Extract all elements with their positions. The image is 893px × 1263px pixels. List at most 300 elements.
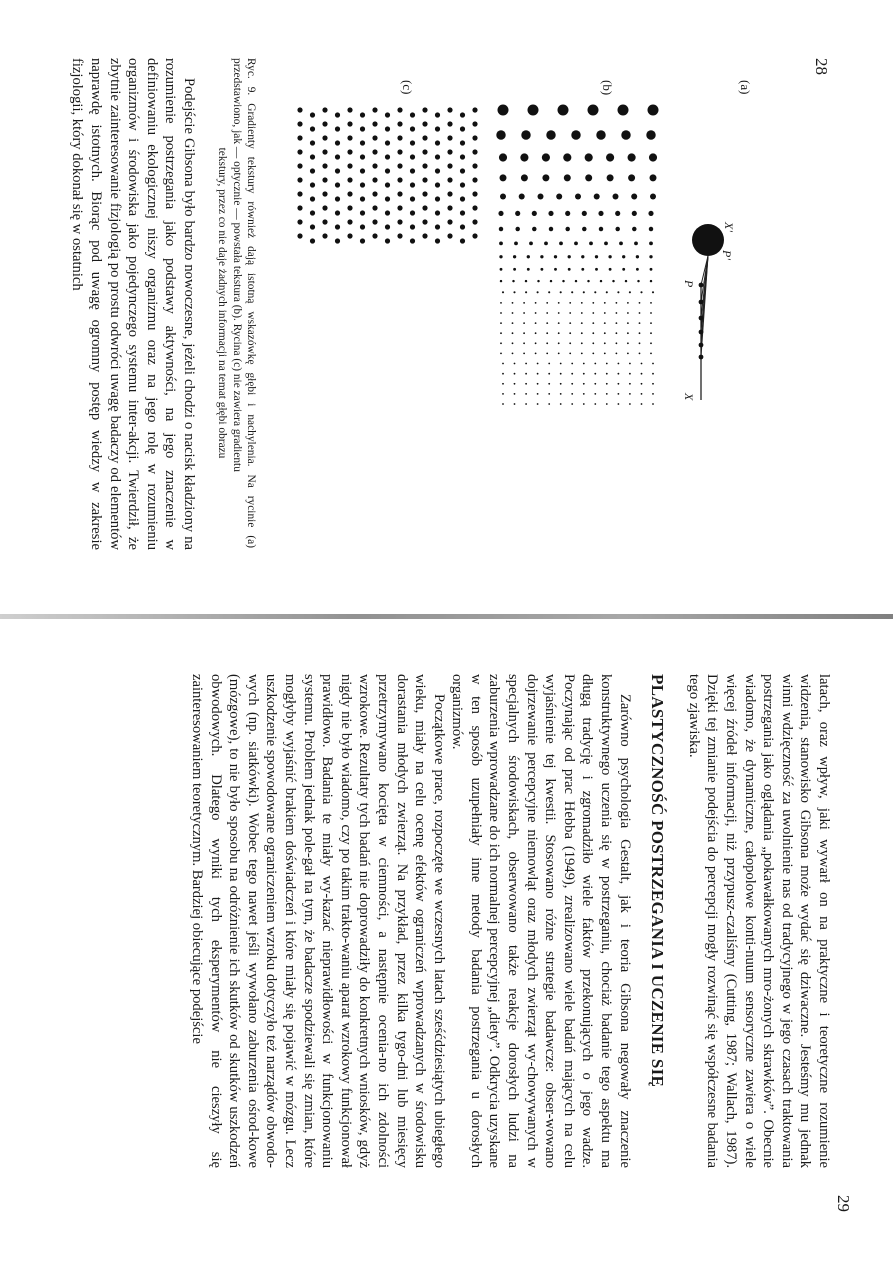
uniform-dot xyxy=(372,205,377,210)
texture-dot xyxy=(523,322,525,324)
texture-dot xyxy=(612,193,618,199)
texture-dot xyxy=(569,312,571,314)
uniform-dot xyxy=(447,163,452,168)
texture-dot xyxy=(502,373,504,375)
texture-dot xyxy=(652,373,654,375)
texture-dot xyxy=(627,342,629,344)
uniform-dot xyxy=(472,219,477,224)
texture-dot xyxy=(648,105,659,116)
texture-dot xyxy=(606,403,608,405)
label-p-prime: P' xyxy=(720,250,734,260)
uniform-dot xyxy=(297,233,302,238)
texture-dot xyxy=(568,268,571,271)
uniform-dot xyxy=(310,224,315,229)
texture-dot xyxy=(608,255,611,258)
texture-dot xyxy=(641,393,643,395)
label-c: (c) xyxy=(400,80,415,95)
uniform-dot xyxy=(297,149,302,154)
texture-dot xyxy=(498,211,503,216)
texture-dot xyxy=(587,280,589,282)
uniform-dot xyxy=(422,149,427,154)
texture-dot xyxy=(532,211,537,216)
texture-dot xyxy=(581,332,583,334)
gutter-line xyxy=(0,614,893,619)
texture-dot xyxy=(629,291,631,293)
texture-dot xyxy=(648,211,653,216)
texture-dot xyxy=(502,363,504,365)
texture-dot xyxy=(548,373,550,375)
page-29 xyxy=(0,622,893,1263)
uniform-dot xyxy=(360,154,365,159)
texture-dot xyxy=(604,332,606,334)
texture-dot xyxy=(639,342,641,344)
uniform-dot xyxy=(372,107,377,112)
texture-dot xyxy=(598,211,603,216)
texture-dot xyxy=(502,291,504,293)
texture-dot xyxy=(560,393,562,395)
uniform-dot xyxy=(322,107,327,112)
uniform-dot xyxy=(460,238,465,243)
uniform-dot xyxy=(460,182,465,187)
uniform-dot xyxy=(297,177,302,182)
texture-dot xyxy=(560,291,562,293)
texture-dot xyxy=(594,193,600,199)
texture-dot xyxy=(527,255,530,258)
uniform-dot xyxy=(322,163,327,168)
texture-dot xyxy=(639,332,641,334)
uniform-dot xyxy=(372,177,377,182)
paragraph-1: Zarówno psychologia Gestalt, jak i teoria Gibsona negowały znaczenie konstruktywnego uczenia się w postrzeganiu, chociaż badanie tego aspektu ma długą tradycję i zgromadziło wiele faktów przekonujących o jego wadze. Poczynając od prac Hebba (1949), zrealizowano wiele badań mających na celu wyjaśnienie tej kwestii. Stosowano różne strategie badawcze: obser-wowano dojrzewanie percepcyjne niemowląt oraz młodych zwierząt wy-chowywanych w specjalnych środowiskach, obserwowano także reakcje dorosłych ludzi na zaburzenia wprowadzane do ich normalnej percepcyjnej „diety”. Odkrycia uzyskane w ten sposób uzupełniały inne metody badania postrzegania u dorosłych organizmów. xyxy=(449,674,633,1168)
uniform-dot xyxy=(360,210,365,215)
texture-dot xyxy=(560,403,562,405)
uniform-dot xyxy=(410,224,415,229)
uniform-dot xyxy=(372,233,377,238)
texture-dot xyxy=(569,353,571,355)
uniform-dot xyxy=(310,210,315,215)
uniform-dot xyxy=(410,238,415,243)
uniform-dot xyxy=(435,140,440,145)
texture-dot xyxy=(500,353,502,355)
texture-dot xyxy=(558,312,560,314)
texture-dot xyxy=(500,193,506,199)
uniform-dot xyxy=(310,126,315,131)
texture-dot xyxy=(581,255,584,258)
uniform-dot xyxy=(472,149,477,154)
uniform-dot xyxy=(347,233,352,238)
texture-dot xyxy=(594,291,596,293)
uniform-dot xyxy=(422,219,427,224)
texture-dot xyxy=(650,302,652,304)
uniform-dot xyxy=(335,126,340,131)
texture-dot xyxy=(581,322,583,324)
texture-dot xyxy=(604,312,606,314)
uniform-dot xyxy=(447,135,452,140)
texture-dot xyxy=(652,291,654,293)
texture-dot xyxy=(639,302,641,304)
uniform-dot xyxy=(310,154,315,159)
uniform-dot xyxy=(410,168,415,173)
texture-dot xyxy=(512,302,514,304)
texture-dot xyxy=(515,211,520,216)
texture-dot xyxy=(500,322,502,324)
texture-dot xyxy=(652,363,654,365)
texture-dot xyxy=(639,322,641,324)
uniform-dot xyxy=(322,177,327,182)
texture-dot xyxy=(514,403,516,405)
uniform-dot xyxy=(335,154,340,159)
texture-dot xyxy=(525,291,527,293)
texture-dot xyxy=(546,342,548,344)
texture-dot xyxy=(650,332,652,334)
uniform-dot xyxy=(347,149,352,154)
uniform-dot xyxy=(447,233,452,238)
label-x-prime: X' xyxy=(722,222,736,232)
texture-dot xyxy=(627,302,629,304)
uniform-dot xyxy=(372,163,377,168)
texture-dot xyxy=(542,153,550,161)
texture-dot xyxy=(582,211,587,216)
texture-dot xyxy=(512,332,514,334)
uniform-dot xyxy=(385,154,390,159)
texture-dot xyxy=(500,342,502,344)
texture-dot xyxy=(571,393,573,395)
texture-dot xyxy=(618,383,620,385)
section-heading: PLASTYCZNOŚĆ POSTRZEGANIA I UCZENIE SIĘ xyxy=(648,674,668,1088)
texture-dot xyxy=(558,322,560,324)
texture-dot xyxy=(592,312,594,314)
uniform-dot xyxy=(297,191,302,196)
texture-dot xyxy=(532,227,536,231)
texture-dot xyxy=(604,302,606,304)
uniform-dot xyxy=(372,135,377,140)
texture-dot xyxy=(606,153,614,161)
texture-dot xyxy=(632,211,637,216)
texture-dot xyxy=(622,255,625,258)
texture-dot xyxy=(523,332,525,334)
label-p: P xyxy=(682,280,696,288)
texture-dot xyxy=(535,342,537,344)
caption-last-line: tekstury, przez co nie daje żadnych informacji na temat głębi obrazu xyxy=(216,147,229,459)
texture-dot xyxy=(606,383,608,385)
texture-dot xyxy=(514,393,516,395)
texture-dot xyxy=(649,255,652,258)
texture-dot xyxy=(548,363,550,365)
texture-dot xyxy=(560,363,562,365)
uniform-dot xyxy=(472,191,477,196)
texture-dot xyxy=(652,383,654,385)
texture-dot xyxy=(618,373,620,375)
caption-main: Ryc. 9. Gradienty tekstury również dają istotną wskazówkę głębi i nachylenia. Na rycinie (a) przedstawiono, jak — optycznie — powstała tekstura (b). Rycina (c) nie zawiera gradientu xyxy=(230,58,257,548)
uniform-dot xyxy=(385,182,390,187)
texture-dot xyxy=(604,241,608,245)
texture-dot xyxy=(604,322,606,324)
uniform-dot xyxy=(347,219,352,224)
texture-dot xyxy=(650,312,652,314)
texture-dot xyxy=(542,174,549,181)
uniform-dot xyxy=(447,219,452,224)
uniform-dot xyxy=(435,238,440,243)
uniform-dot xyxy=(372,219,377,224)
uniform-dot xyxy=(435,154,440,159)
texture-dot xyxy=(606,373,608,375)
uniform-dot xyxy=(435,112,440,117)
texture-dot xyxy=(549,227,553,231)
texture-dot xyxy=(525,363,527,365)
texture-dot xyxy=(583,383,585,385)
texture-dot xyxy=(627,332,629,334)
texture-dot xyxy=(585,174,592,181)
uniform-dot xyxy=(460,168,465,173)
texture-dot xyxy=(500,312,502,314)
uniform-dot xyxy=(410,210,415,215)
uniform-dot xyxy=(460,210,465,215)
texture-dot xyxy=(646,130,655,139)
texture-dot xyxy=(562,280,564,282)
uniform-dot xyxy=(447,121,452,126)
texture-dot xyxy=(499,241,503,245)
figure-9 xyxy=(243,70,803,540)
uniform-dot xyxy=(335,112,340,117)
texture-dot xyxy=(513,268,516,271)
texture-dot xyxy=(634,241,638,245)
uniform-dot xyxy=(372,191,377,196)
texture-dot xyxy=(574,241,578,245)
uniform-dot xyxy=(335,224,340,229)
texture-dot xyxy=(650,174,657,181)
texture-dot xyxy=(594,383,596,385)
texture-dot xyxy=(650,280,652,282)
figure-c-uniform-texture xyxy=(297,107,477,243)
texture-dot xyxy=(529,241,533,245)
texture-dot xyxy=(525,280,527,282)
texture-dot xyxy=(514,363,516,365)
texture-dot xyxy=(548,211,553,216)
texture-dot xyxy=(640,291,642,293)
texture-dot xyxy=(641,383,643,385)
texture-dot xyxy=(581,312,583,314)
uniform-dot xyxy=(410,112,415,117)
texture-dot xyxy=(595,268,598,271)
texture-dot xyxy=(558,342,560,344)
texture-dot xyxy=(546,353,548,355)
texture-dot xyxy=(571,383,573,385)
texture-dot xyxy=(525,383,527,385)
texture-dot xyxy=(649,227,653,231)
uniform-dot xyxy=(347,205,352,210)
uniform-dot xyxy=(335,168,340,173)
uniform-dot xyxy=(422,135,427,140)
texture-dot xyxy=(639,312,641,314)
uniform-dot xyxy=(385,196,390,201)
texture-dot xyxy=(500,302,502,304)
texture-dot xyxy=(513,291,515,293)
texture-dot xyxy=(535,322,537,324)
texture-dot xyxy=(514,373,516,375)
texture-dot xyxy=(612,280,614,282)
texture-dot xyxy=(537,291,539,293)
texture-dot xyxy=(515,227,519,231)
uniform-dot xyxy=(297,121,302,126)
texture-dot xyxy=(650,342,652,344)
uniform-dot xyxy=(447,177,452,182)
texture-dot xyxy=(512,353,514,355)
uniform-dot xyxy=(422,121,427,126)
texture-dot xyxy=(594,393,596,395)
texture-dot xyxy=(592,332,594,334)
texture-dot xyxy=(588,105,599,116)
texture-dot xyxy=(592,322,594,324)
texture-dot xyxy=(558,105,569,116)
texture-dot xyxy=(616,353,618,355)
texture-dot xyxy=(548,393,550,395)
texture-dot xyxy=(502,383,504,385)
uniform-dot xyxy=(360,238,365,243)
label-a: (a) xyxy=(738,80,753,95)
uniform-dot xyxy=(310,168,315,173)
texture-dot xyxy=(571,373,573,375)
texture-dot xyxy=(629,403,631,405)
texture-dot xyxy=(583,291,585,293)
texture-dot xyxy=(514,241,518,245)
texture-dot xyxy=(527,268,530,271)
texture-dot xyxy=(628,174,635,181)
uniform-dot xyxy=(422,205,427,210)
uniform-dot xyxy=(397,191,402,196)
uniform-dot xyxy=(372,121,377,126)
uniform-dot xyxy=(297,205,302,210)
texture-dot xyxy=(525,373,527,375)
uniform-dot xyxy=(397,107,402,112)
texture-dot xyxy=(592,342,594,344)
texture-dot xyxy=(615,211,620,216)
uniform-dot xyxy=(335,182,340,187)
texture-dot xyxy=(569,332,571,334)
uniform-dot xyxy=(435,168,440,173)
texture-dot xyxy=(565,227,569,231)
texture-dot xyxy=(618,393,620,395)
texture-dot xyxy=(650,268,653,271)
texture-dot xyxy=(554,268,557,271)
uniform-dot xyxy=(397,233,402,238)
uniform-dot xyxy=(460,154,465,159)
texture-dot xyxy=(521,174,528,181)
uniform-dot xyxy=(360,112,365,117)
texture-dot xyxy=(498,105,509,116)
uniform-dot xyxy=(322,205,327,210)
uniform-dot xyxy=(297,219,302,224)
texture-dot xyxy=(631,193,637,199)
texture-dot xyxy=(550,280,552,282)
texture-dot xyxy=(594,363,596,365)
uniform-dot xyxy=(397,205,402,210)
texture-dot xyxy=(650,353,652,355)
texture-dot xyxy=(548,291,550,293)
texture-dot xyxy=(649,241,653,245)
uniform-dot xyxy=(372,149,377,154)
uniform-dot xyxy=(310,238,315,243)
texture-dot xyxy=(618,105,629,116)
texture-dot xyxy=(583,393,585,395)
uniform-dot xyxy=(472,177,477,182)
uniform-dot xyxy=(322,135,327,140)
texture-dot xyxy=(525,393,527,395)
texture-dot xyxy=(554,255,557,258)
uniform-dot xyxy=(410,196,415,201)
uniform-dot xyxy=(385,140,390,145)
uniform-dot xyxy=(322,219,327,224)
uniform-dot xyxy=(385,168,390,173)
texture-dot xyxy=(621,130,630,139)
texture-dot xyxy=(512,280,514,282)
label-x: X xyxy=(682,393,696,401)
texture-dot xyxy=(571,403,573,405)
texture-dot xyxy=(556,193,562,199)
texture-dot xyxy=(615,227,619,231)
texture-dot xyxy=(589,241,593,245)
texture-dot xyxy=(537,403,539,405)
uniform-dot xyxy=(422,107,427,112)
uniform-dot xyxy=(447,191,452,196)
uniform-dot xyxy=(360,168,365,173)
uniform-dot xyxy=(422,177,427,182)
uniform-dot xyxy=(385,210,390,215)
texture-dot xyxy=(629,393,631,395)
uniform-dot xyxy=(297,107,302,112)
texture-dot xyxy=(581,302,583,304)
texture-dot xyxy=(575,193,581,199)
texture-dot xyxy=(627,312,629,314)
uniform-dot xyxy=(310,196,315,201)
texture-dot xyxy=(618,363,620,365)
uniform-dot xyxy=(385,238,390,243)
texture-dot xyxy=(537,373,539,375)
texture-dot xyxy=(616,342,618,344)
texture-dot xyxy=(499,227,503,231)
uniform-dot xyxy=(397,149,402,154)
texture-dot xyxy=(544,241,548,245)
texture-dot xyxy=(559,241,563,245)
texture-dot xyxy=(600,280,602,282)
uniform-dot xyxy=(410,154,415,159)
texture-dot xyxy=(520,153,528,161)
uniform-dot xyxy=(385,126,390,131)
uniform-dot xyxy=(397,219,402,224)
paragraph-gibson: Podejście Gibsona było bardzo nowoczesne, jeżeli chodzi o nacisk kładziony na rozumienie postrzegania jako podstawy aktywności, na jego znaczenie w definiowaniu ekologicznej niszy organizmu oraz na jego rolę w rozumieniu organizmów i środowiska jako pojedynczego systemu inter-akcji. Twierdził, że zbytnie zainteresowanie fizjologią po prostu odwróci uwagę badaczy od elementów naprawdę istotnych. Biorąc pod uwagę ogromny postęp wiedzy w zakresie fizjologii, który dokonał się w ostatnich xyxy=(69,58,197,550)
texture-dot xyxy=(519,193,525,199)
texture-dot xyxy=(537,193,543,199)
uniform-dot xyxy=(435,196,440,201)
texture-dot xyxy=(581,268,584,271)
uniform-dot xyxy=(435,182,440,187)
texture-dot xyxy=(535,312,537,314)
uniform-dot xyxy=(360,196,365,201)
label-b: (b) xyxy=(600,80,615,96)
texture-dot xyxy=(502,393,504,395)
texture-dot xyxy=(546,332,548,334)
uniform-dot xyxy=(322,121,327,126)
uniform-dot xyxy=(360,126,365,131)
texture-dot xyxy=(618,403,620,405)
uniform-dot xyxy=(472,205,477,210)
texture-dot xyxy=(629,363,631,365)
texture-dot xyxy=(616,312,618,314)
texture-dot xyxy=(616,302,618,304)
texture-dot xyxy=(560,373,562,375)
texture-dot xyxy=(523,342,525,344)
texture-dot xyxy=(607,174,614,181)
uniform-dot xyxy=(297,163,302,168)
texture-dot xyxy=(575,280,577,282)
